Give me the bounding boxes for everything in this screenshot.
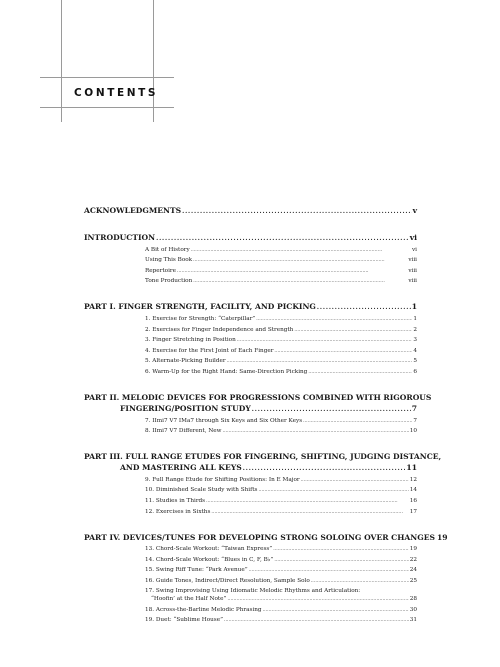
toc-subentry-title: 16. Guide Tones, Indirect/Direct Resolution, Sample Solo bbox=[145, 577, 310, 584]
toc-subentry-title: 7. IImi7 V7 IMa7 through Six Keys and Six Other Keys bbox=[145, 417, 303, 424]
toc-subentry-title: 6. Warm-Up for the Right Hand: Same-Direction Picking bbox=[145, 368, 308, 375]
toc-subentry[interactable] bbox=[145, 578, 417, 584]
toc-subentry-title: 2. Exercises for Finger Independence and Strength bbox=[145, 326, 294, 333]
toc-subentry-title: 8. IImi7 V7 Different, New bbox=[145, 428, 222, 435]
dot-leader bbox=[308, 370, 412, 375]
dot-leader bbox=[227, 359, 413, 364]
toc-subentry-page: 1 bbox=[413, 315, 417, 322]
dot-leader bbox=[263, 608, 409, 613]
toc-section-part-3 bbox=[84, 452, 442, 515]
dot-leader bbox=[193, 258, 407, 263]
toc-subentry-title: 5. Alternate-Picking Builder bbox=[145, 358, 226, 365]
toc-entry-title: INTRODUCTION bbox=[84, 233, 156, 242]
dot-leader bbox=[274, 349, 412, 354]
dot-leader bbox=[256, 317, 412, 322]
toc-entry-page: 11 bbox=[406, 463, 417, 473]
toc-subentry-title: 15. Swing Riff Tune: “Park Avenue” bbox=[145, 567, 248, 574]
toc-subentry-title: 12. Exercises in Sixths bbox=[145, 508, 211, 515]
toc-entry-page: v bbox=[412, 206, 417, 215]
toc-section-introduction bbox=[84, 233, 417, 284]
toc-subentry-page: 25 bbox=[409, 577, 417, 584]
toc-entry[interactable] bbox=[84, 302, 417, 311]
header-rule-top bbox=[40, 77, 174, 78]
toc-entry-title: PART I. FINGER STRENGTH, FACILITY, AND PICKING bbox=[84, 302, 316, 312]
toc-subentry[interactable] bbox=[145, 358, 417, 364]
toc-entry-title-continued: FINGERING/POSITION STUDY bbox=[120, 403, 251, 413]
toc-subentry-page: viii bbox=[408, 257, 417, 264]
toc-subentry[interactable] bbox=[145, 268, 417, 274]
toc-subentry-page: 22 bbox=[409, 556, 417, 563]
toc-entry-title-continued: AND MASTERING ALL KEYS bbox=[120, 463, 242, 473]
toc-entry[interactable] bbox=[84, 206, 417, 215]
toc-section-acknowledgments bbox=[84, 206, 417, 215]
toc-entry-page: vi bbox=[409, 233, 417, 242]
toc-entry-page: 1 bbox=[411, 302, 417, 312]
dot-leader bbox=[249, 568, 409, 573]
toc-section-part-2 bbox=[84, 392, 432, 435]
toc-entry-title: PART IV. DEVICES/TUNES FOR DEVELOPING STRONG SOLOING OVER CHANGES bbox=[84, 532, 435, 542]
page-title: CONTENTS bbox=[74, 87, 159, 99]
toc-entry[interactable] bbox=[84, 532, 448, 542]
dot-leader bbox=[156, 235, 409, 242]
toc-subentry[interactable] bbox=[145, 477, 417, 483]
toc-subentry-page: 30 bbox=[409, 606, 417, 613]
toc-subentry-title: A Bit of History bbox=[145, 246, 190, 253]
toc-subentry-page: 31 bbox=[409, 617, 417, 624]
toc-subentry[interactable] bbox=[145, 418, 417, 424]
toc-subentry-title: 9. Full Range Etude for Shifting Positions: In E Major bbox=[145, 476, 300, 483]
toc-entry-title: PART II. MELODIC DEVICES FOR PROGRESSIONS COMBINED WITH RIGOROUS bbox=[84, 392, 432, 402]
toc-subentry[interactable] bbox=[145, 337, 417, 343]
toc-subentry[interactable] bbox=[145, 546, 417, 552]
header-rule-bottom bbox=[40, 107, 174, 108]
toc-subentry[interactable] bbox=[145, 316, 417, 322]
dot-leader bbox=[237, 338, 413, 343]
toc-subentry-title: 1. Exercise for Strength: “Caterpillar” bbox=[145, 315, 256, 322]
dot-leader bbox=[252, 406, 411, 413]
toc-section-part-4 bbox=[84, 532, 448, 624]
dot-leader bbox=[191, 248, 411, 253]
toc-subentry-page: 16 bbox=[409, 497, 417, 504]
toc-subentry-page: 14 bbox=[409, 487, 417, 494]
toc-subentry-title: 17. Swing Improvising Using Idiomatic Melodic Rhythms and Articulation: bbox=[145, 588, 361, 595]
toc-subentry[interactable] bbox=[145, 607, 417, 613]
dot-leader bbox=[311, 579, 409, 584]
toc-subentry[interactable] bbox=[145, 498, 417, 504]
toc-subentry-page: 5 bbox=[413, 358, 417, 365]
toc-subentry[interactable] bbox=[145, 487, 417, 493]
toc-subentry-page: 6 bbox=[413, 368, 417, 375]
toc-subentry-page: 24 bbox=[409, 567, 417, 574]
toc-entry-continued[interactable] bbox=[120, 404, 417, 413]
dot-leader bbox=[303, 419, 412, 424]
toc-subentry-title: 18. Across-the-Barline Melodic Phrasing bbox=[145, 606, 262, 613]
toc-subentry-title: 11. Studies in Thirds bbox=[145, 497, 206, 504]
toc-subentry[interactable] bbox=[145, 278, 417, 284]
table-of-contents bbox=[84, 206, 448, 624]
toc-subentry-page: 4 bbox=[413, 347, 417, 354]
toc-subentry[interactable] bbox=[145, 348, 417, 354]
toc-subentry-title: 13. Chord-Scale Workout: “Taiwan Express” bbox=[145, 546, 273, 553]
toc-subentry[interactable] bbox=[145, 428, 417, 434]
toc-subentry-page: 7 bbox=[413, 417, 417, 424]
toc-subentry-page: 19 bbox=[409, 546, 417, 553]
toc-entry-page: 7 bbox=[411, 403, 417, 413]
toc-subentry-title: 19. Duet: “Sublime House” bbox=[145, 617, 224, 624]
toc-subentry[interactable] bbox=[145, 369, 417, 375]
toc-subentry[interactable] bbox=[145, 509, 417, 515]
toc-subentry-page: viii bbox=[408, 278, 417, 285]
dot-leader bbox=[243, 465, 406, 472]
toc-entry-title: ACKNOWLEDGMENTS bbox=[84, 206, 182, 215]
dot-leader bbox=[211, 510, 408, 515]
toc-subentry-page: viii bbox=[408, 267, 417, 274]
toc-subentry-page: 3 bbox=[413, 337, 417, 344]
toc-subentry-title: 3. Finger Stretching in Position bbox=[145, 337, 236, 344]
dot-leader bbox=[193, 279, 407, 284]
dot-leader bbox=[294, 328, 412, 333]
toc-subentry-title: 4. Exercise for the First Joint of Each Finger bbox=[145, 347, 274, 354]
toc-subentry[interactable] bbox=[145, 557, 417, 563]
toc-subentry-page: 2 bbox=[413, 326, 417, 333]
toc-subentry[interactable] bbox=[145, 617, 417, 623]
toc-section-part-1 bbox=[84, 302, 417, 375]
toc-subentry-title: 10. Diminished Scale Study with Shifts bbox=[145, 487, 258, 494]
toc-entry[interactable] bbox=[84, 392, 432, 402]
toc-subentry-page: 12 bbox=[409, 476, 417, 483]
dot-leader bbox=[206, 499, 409, 504]
toc-subentry[interactable] bbox=[145, 588, 417, 594]
toc-subentry[interactable] bbox=[145, 247, 417, 253]
dot-leader bbox=[317, 304, 411, 311]
toc-subentry[interactable] bbox=[145, 327, 417, 333]
toc-subentry[interactable] bbox=[145, 257, 417, 263]
dot-leader bbox=[177, 269, 407, 274]
dot-leader bbox=[223, 429, 409, 434]
header-rule-right bbox=[153, 0, 154, 122]
header-rule-left bbox=[61, 0, 62, 122]
toc-entry[interactable] bbox=[84, 452, 442, 462]
toc-entry-title: PART III. FULL RANGE ETUDES FOR FINGERING, SHIFTING, JUDGING DISTANCE, bbox=[84, 452, 442, 462]
toc-entry-page: 19 bbox=[437, 532, 448, 542]
dot-leader bbox=[227, 597, 408, 602]
toc-subentry-title-continued: “Hoofin’ at the Half Note” bbox=[151, 595, 227, 602]
dot-leader bbox=[182, 208, 411, 215]
toc-entry[interactable] bbox=[84, 233, 417, 242]
toc-subentry-title: Using This Book bbox=[145, 257, 193, 264]
toc-entry-continued[interactable] bbox=[120, 463, 417, 472]
toc-subentry-page: vi bbox=[411, 246, 417, 253]
dot-leader bbox=[224, 618, 409, 623]
toc-subentry-continued[interactable] bbox=[151, 596, 417, 602]
toc-subentry-page: 10 bbox=[409, 428, 417, 435]
dot-leader bbox=[301, 478, 409, 483]
toc-subentry-page: 17 bbox=[409, 508, 417, 515]
toc-subentry[interactable] bbox=[145, 567, 417, 573]
toc-subentry-title: Tone Production bbox=[145, 278, 193, 285]
dot-leader bbox=[273, 547, 409, 552]
toc-subentry-title: 14. Chord-Scale Workout: “Blues in C, F, B♭” bbox=[145, 556, 274, 563]
toc-subentry-page: 28 bbox=[409, 595, 417, 602]
toc-subentry-title: Repertoire bbox=[145, 267, 176, 274]
dot-leader bbox=[274, 558, 408, 563]
dot-leader bbox=[258, 488, 408, 493]
